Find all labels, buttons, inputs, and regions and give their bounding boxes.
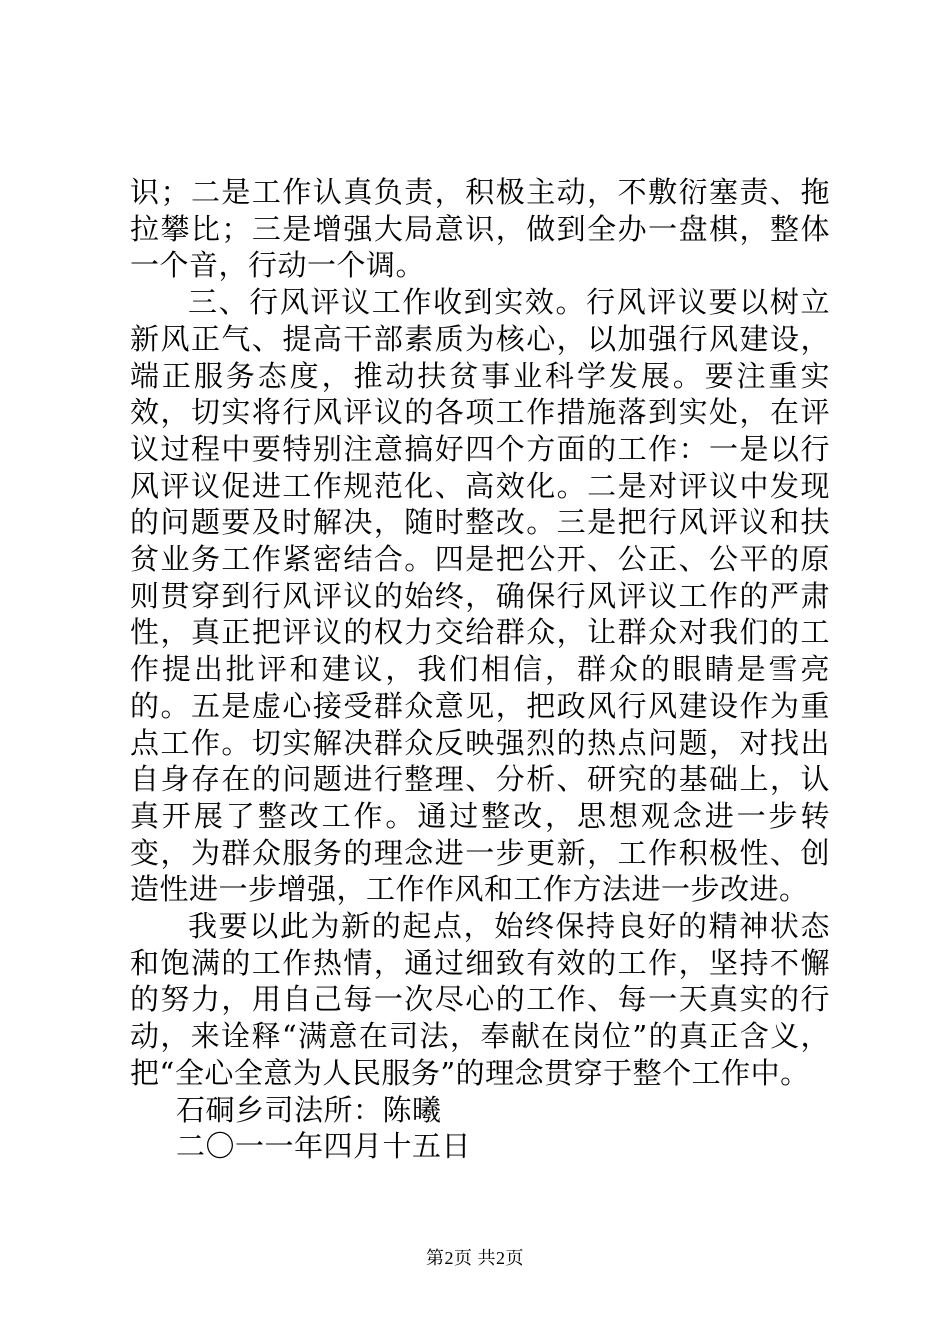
date-line: 二〇一一年四月十五日 (176, 1129, 472, 1164)
signature: 石硐乡司法所：陈曦 (176, 1092, 442, 1127)
paragraph-section-three: 三、行风评议工作收到实效。行风评议要以树立新风正气、提高干部素质为核心，以加强行风建设，端正服务态度，推动扶贫事业科学发展。要注重实效，切实将行风评议的各项工作措施落到实处，在评议过程中要特别注意搞好四个方面的工作：一是以行风评议促进工作规范化、高效化。二是对评议中发现的问题要及时解决，随时整改。三是把行风评议和扶贫业务工作紧密结合。四是把公开、公正、公平的原则贯穿到行风评议的始终，确保行风评议工作的严肃性，真正把评议的权力交给群众，让群众对我们的工作提出批评和建议，我们相信，群众的眼睛是雪亮的。五是虚心接受群众意见，把政风行风建设作为重点工作。切实解决群众反映强烈的热点问题，对找出自身存在的问题进行整理、分析、研究的基础上，认真开展了整改工作。通过整改，思想观念进一步转变，为群众服务的理念进一步更新，工作积极性、创造性进一步增强，工作作风和工作方法进一步改进。 (130, 285, 830, 907)
paragraph-continuation: 识；二是工作认真负责，积极主动，不敷衍塞责、拖拉攀比；三是增强大局意识，做到全办一盘棋，整体一个音，行动一个调。 (130, 175, 830, 283)
document-body (130, 174, 830, 1165)
page-number-footer: 第2页 共2页 (426, 1248, 524, 1268)
paragraph-closing: 我要以此为新的起点，始终保持良好的精神状态和饱满的工作热情，通过细致有效的工作，坚持不懈的努力，用自己每一次尽心的工作、每一天真实的行动，来诠释“满意在司法，奉献在岗位”的真正含义，把“全心全意为人民服务”的理念贯穿于整个工作中。 (130, 909, 830, 1090)
